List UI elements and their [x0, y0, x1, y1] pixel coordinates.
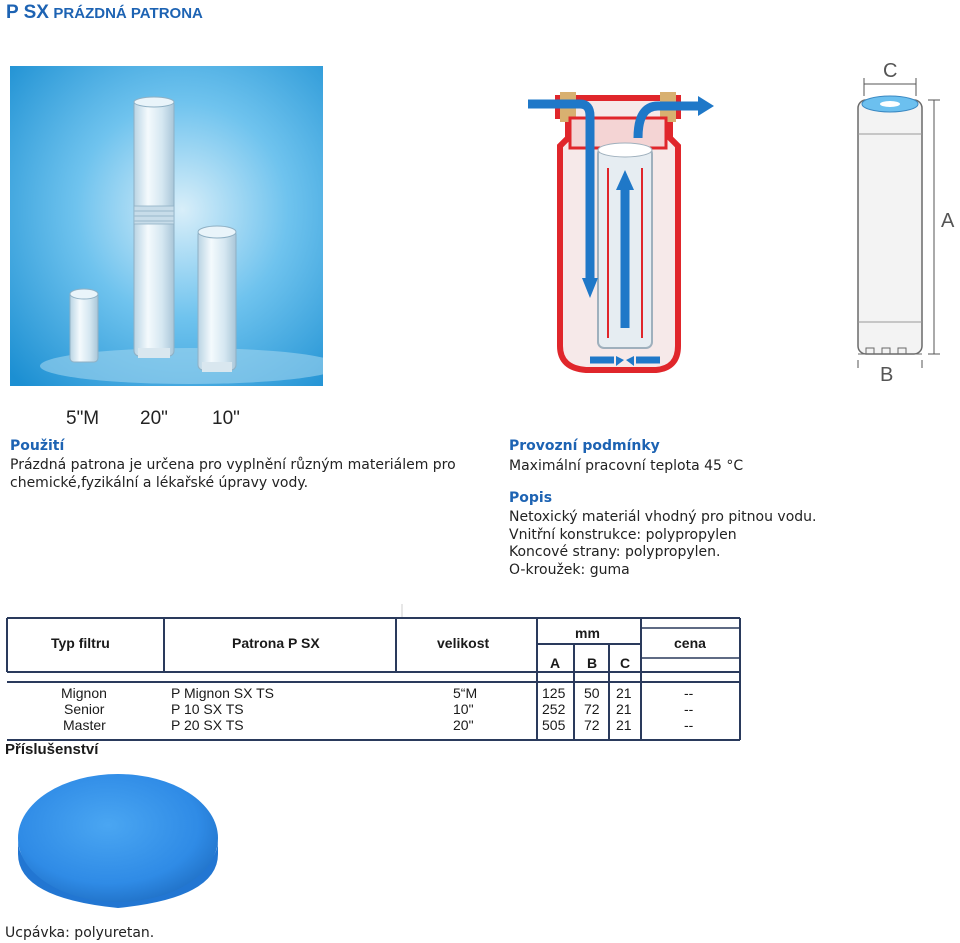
col-header-type: Typ filtru: [51, 635, 110, 651]
cell-a: 252: [542, 701, 566, 717]
page-title: [6, 2, 203, 24]
cell-price: --: [684, 685, 694, 701]
cell-size: 5“M: [453, 685, 478, 701]
col-header-mm: mm: [575, 625, 600, 641]
cell-type: Master: [63, 717, 106, 733]
col-header-c: C: [620, 655, 631, 671]
col-header-a: A: [550, 655, 561, 671]
cell-price: --: [684, 717, 694, 733]
description-line: Netoxický materiál vhodný pro pitnou vodu.: [509, 509, 817, 525]
cell-type: Mignon: [61, 685, 107, 701]
size-label-20: 20": [140, 408, 168, 429]
cell-c: 21: [616, 701, 632, 717]
usage-line: Prázdná patrona je určena pro vyplnění různým materiálem pro: [10, 457, 456, 473]
dim-label-a: A: [941, 210, 955, 232]
housing-diagram: [528, 78, 714, 378]
product-photo: [10, 66, 323, 386]
description-line: O-kroužek: guma: [509, 561, 630, 578]
cell-c: 21: [616, 717, 632, 733]
col-header-b: B: [587, 655, 598, 671]
title-sub: PRÁZDNÁ PATRONA: [53, 5, 203, 22]
cell-b: 50: [584, 685, 600, 701]
usage-heading: Použití: [10, 438, 65, 454]
dim-label-b: B: [880, 364, 894, 386]
size-label-mignon: 5"M: [66, 408, 100, 429]
dim-label-c: C: [883, 60, 898, 82]
usage-line: chemické,fyzikální a lékařské úpravy vody.: [10, 474, 309, 491]
conditions-heading: Provozní podmínky: [509, 438, 660, 454]
col-header-size: velikost: [437, 635, 490, 651]
cell-b: 72: [584, 717, 600, 733]
cell-b: 72: [584, 701, 600, 717]
spec-table-grid: [0, 600, 745, 745]
cell-cartridge: P 10 SX TS: [171, 701, 244, 717]
accessories-heading: Příslušenství: [5, 741, 99, 758]
col-header-cartridge: Patrona P SX: [232, 635, 320, 651]
sponge-seal-image: [10, 762, 226, 922]
col-header-price: cena: [674, 635, 706, 651]
usage-text: [10, 457, 456, 492]
cell-type: Senior: [64, 701, 105, 717]
cell-c: 21: [616, 685, 632, 701]
conditions-text: Maximální pracovní teplota 45 °C: [509, 458, 744, 474]
cell-cartridge: P Mignon SX TS: [171, 685, 274, 701]
cell-a: 505: [542, 717, 566, 733]
accessories-caption: Ucpávka: polyuretan.: [5, 925, 155, 941]
cell-size: 10": [453, 701, 474, 717]
description-line: Koncové strany: polypropylen.: [509, 544, 721, 560]
description-line: Vnitřní konstrukce: polypropylen: [509, 526, 737, 543]
title-main: P SX: [6, 2, 49, 23]
cell-cartridge: P 20 SX TS: [171, 717, 244, 733]
description-text: [509, 509, 816, 579]
size-label-10: 10": [212, 408, 240, 429]
cell-size: 20": [453, 717, 474, 733]
cell-a: 125: [542, 685, 566, 701]
cell-price: --: [684, 701, 694, 717]
description-heading: Popis: [509, 490, 553, 506]
